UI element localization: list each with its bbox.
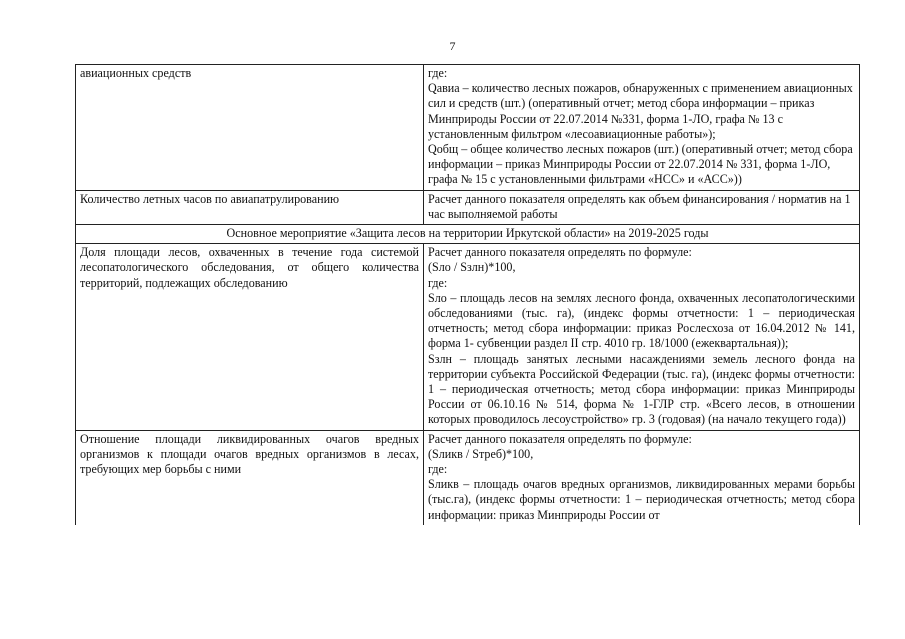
table-row xyxy=(76,244,860,430)
indicator-name: Доля площади лесов, охваченных в течение года системой лесопатологического обследования, от общего количества территорий, подлежащих обследованию xyxy=(80,245,419,290)
method-line: Sло – площадь лесов на землях лесного фонда, охваченных лесопатологическими обследованиями (тыс. га), (индекс формы отчетности: 1 – периодическая отчетность; метод сбора информации: приказ Рослесхоза от 16.04.2012 № 141, форма 1- субвенции раздел II стр. 4010 гр. 18/1000 (ежеквартальная)); xyxy=(428,290,855,351)
method-line: где: xyxy=(428,462,448,477)
table-row xyxy=(76,65,860,191)
indicator-name: Количество летных часов по авиапатрулированию xyxy=(80,191,340,206)
section-heading: Основное мероприятие «Защита лесов на территории Иркутской области» на 2019-2025 годы xyxy=(76,225,860,244)
indicator-name: авиационных средств xyxy=(80,66,192,80)
method-line: Расчет данного показателя определять по формуле: xyxy=(428,245,692,260)
indicator-name: Отношение площади ликвидированных очагов вредных организмов к площади очагов вредных организмов в лесах, требующих мер борьбы с ними xyxy=(80,431,419,477)
calculation-method-cell xyxy=(424,65,860,191)
indicator-name-cell xyxy=(76,65,424,191)
calculation-method-cell xyxy=(424,190,860,224)
method-line: Расчет данного показателя определять как объем финансирования / норматив на 1 час выполняемой работы xyxy=(428,191,851,221)
indicator-name-cell xyxy=(76,244,424,430)
section-row xyxy=(76,225,860,244)
method-line: Расчет данного показателя определять по формуле: xyxy=(428,431,692,446)
table-row xyxy=(76,430,860,525)
method-line: где: xyxy=(428,275,448,290)
method-line: Qобщ – общее количество лесных пожаров (шт.) (оперативный отчет; метод сбора информации – приказ Минприроды России от 22.07.2014 № 331, форма 1-ЛО, графа № 15 с установленными фильтрами «НСС» и «АСС»)) xyxy=(428,142,853,187)
method-line: Sликв – площадь очагов вредных организмов, ликвидированных мерами борьбы (тыс.га), (индекс формы отчетности: 1 – периодическая отчетность; метод сбора информации: приказ Минприроды России от xyxy=(428,477,855,522)
method-line: Sзлн – площадь занятых лесными насаждениями земель лесного фонда на территории субъекта Российской Федерации (тыс. га), (индекс формы отчетности: 1 – периодическая отчетность; метод сбора информации: приказ Минприроды России от 06.10.16 № 514, форма № 1-ГЛР стр. «Всего лесов, в отношении которых проводилось лесоустройство» гр. 3 (годовая) (на начало текущего года)) xyxy=(428,351,855,427)
calculation-method-cell xyxy=(424,430,860,525)
formula: (Sло / Sзлн)*100, xyxy=(428,260,516,275)
calculation-method-cell xyxy=(424,244,860,430)
method-line: Qавиа – количество лесных пожаров, обнаруженных с применением авиационных сил и средств (шт.) (оперативный отчет; метод сбора информации – приказ Минприроды России от 22.07.2014 №331, форма 1-ЛО, графа № 13 с установленным фильтром «лесоавиационные работы»); xyxy=(428,81,853,141)
method-line: где: xyxy=(428,66,448,80)
table-row xyxy=(76,190,860,224)
indicator-name-cell xyxy=(76,190,424,224)
indicator-table xyxy=(75,64,860,525)
formula: (Sликв / Sтреб)*100, xyxy=(428,446,534,461)
indicator-name-cell xyxy=(76,430,424,525)
page-number: 7 xyxy=(449,39,456,53)
